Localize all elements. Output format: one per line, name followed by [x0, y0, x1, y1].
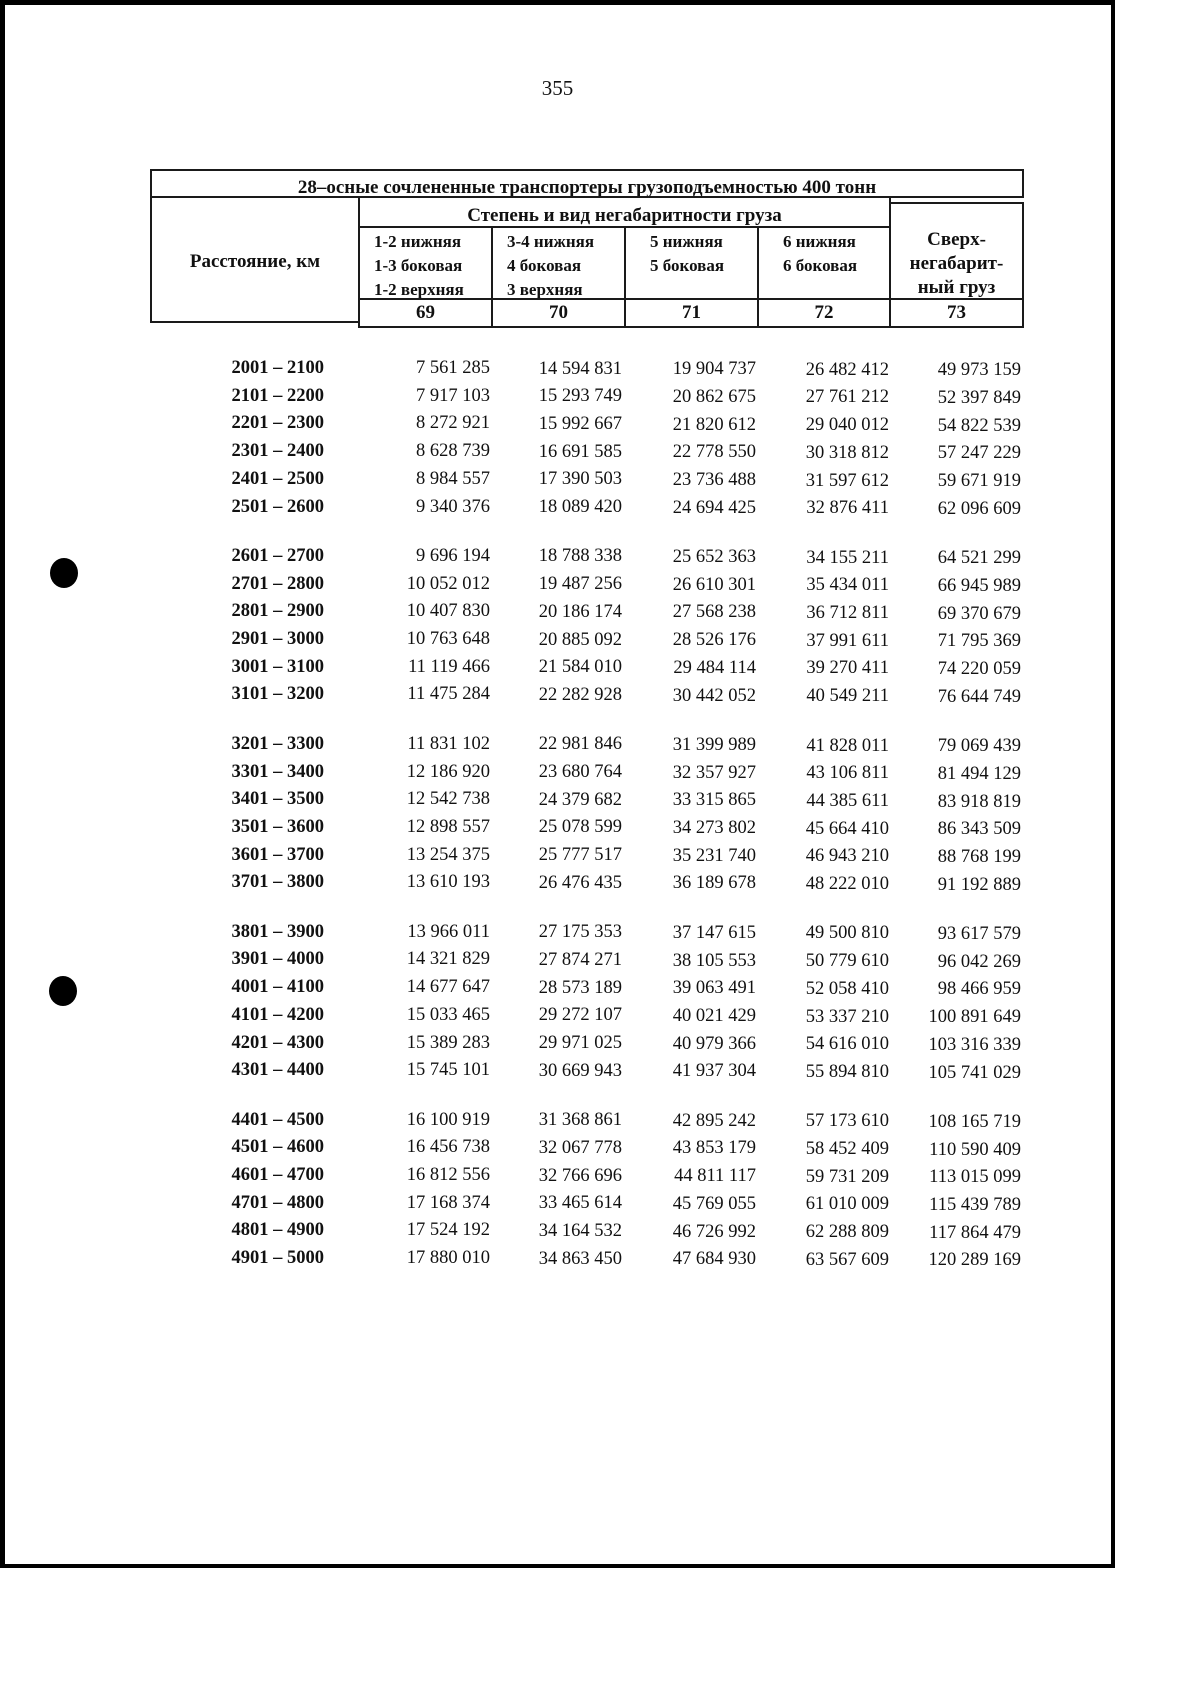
- rate-col-73: 120 289 169: [928, 1250, 1021, 1271]
- rate-col-73: 81 494 129: [937, 763, 1021, 784]
- rate-col-70: 28 573 189: [538, 977, 622, 998]
- rate-col-72: 62 288 809: [805, 1222, 889, 1243]
- rate-col-69: 9 696 194: [416, 545, 490, 566]
- rate-col-69: 10 763 648: [406, 629, 490, 649]
- rate-col-71: 30 442 052: [672, 685, 756, 706]
- column-header-line: 1-2 нижняя: [374, 232, 462, 251]
- rate-col-69: 10 407 830: [406, 601, 490, 622]
- rate-col-69: 14 677 647: [406, 977, 490, 998]
- table-row: [0, 1193, 1115, 1219]
- table-row: [0, 657, 1115, 683]
- rate-col-73: 88 768 199: [937, 846, 1021, 867]
- column-number-70: 70: [491, 298, 626, 328]
- rate-col-71: 22 778 550: [672, 442, 756, 463]
- rate-col-73: 49 973 159: [937, 360, 1021, 381]
- column-header-73: [889, 202, 1024, 300]
- rate-col-69: 16 812 556: [406, 1165, 490, 1185]
- rate-col-70: 18 788 338: [538, 546, 622, 567]
- distance-column-header: Расстояние, км: [150, 196, 360, 323]
- rate-col-69: 15 033 465: [406, 1004, 490, 1025]
- column-header-line: 3-4 нижняя: [507, 232, 595, 251]
- table-row: [0, 413, 1115, 439]
- table-row: [0, 1137, 1115, 1163]
- table-row: [0, 922, 1115, 948]
- rate-col-73: 62 096 609: [937, 498, 1021, 519]
- column-header-72: [757, 226, 891, 300]
- rate-col-69: 7 917 103: [416, 385, 490, 406]
- rate-col-71: 21 820 612: [672, 414, 756, 435]
- table-row: [0, 949, 1115, 975]
- rate-col-72: 54 616 010: [805, 1034, 889, 1055]
- distance-range: 3401 – 3500: [231, 789, 324, 810]
- distance-range: 2201 – 2300: [231, 413, 324, 434]
- rate-col-73: 110 590 409: [929, 1139, 1021, 1160]
- rate-col-71: 37 147 615: [672, 922, 756, 943]
- rate-col-73: 93 617 579: [937, 924, 1021, 945]
- rate-col-72: 61 010 009: [805, 1194, 889, 1215]
- rate-col-69: 11 119 466: [408, 656, 490, 677]
- distance-range: 4701 – 4800: [231, 1192, 324, 1213]
- rate-col-69: 8 984 557: [416, 468, 490, 489]
- distance-range: 2101 – 2200: [231, 385, 324, 406]
- rate-col-70: 34 863 450: [538, 1248, 622, 1269]
- distance-range: 4301 – 4400: [231, 1060, 324, 1081]
- rate-col-70: 27 874 271: [538, 949, 622, 970]
- rate-col-73: 113 015 099: [929, 1167, 1021, 1188]
- rate-col-72: 30 318 812: [805, 442, 889, 463]
- rate-col-71: 28 526 176: [672, 630, 756, 651]
- column-header-line: 6 боковая: [783, 256, 858, 275]
- rate-col-69: 12 898 557: [406, 816, 490, 837]
- rate-col-73: 64 521 299: [937, 548, 1021, 569]
- rate-col-73: 79 069 439: [937, 736, 1021, 757]
- table-row: [0, 546, 1115, 572]
- rate-col-72: 58 452 409: [805, 1139, 889, 1160]
- rate-col-69: 13 610 193: [406, 872, 490, 893]
- rate-col-69: 17 880 010: [406, 1248, 490, 1269]
- rate-col-73: 117 864 479: [929, 1222, 1021, 1243]
- column-header-70: [491, 226, 626, 300]
- rate-col-69: 13 254 375: [406, 844, 490, 865]
- table-row: [0, 817, 1115, 843]
- rate-col-72: 45 664 410: [805, 818, 889, 839]
- rate-col-70: 22 282 928: [538, 684, 622, 705]
- distance-range: 2801 – 2900: [231, 601, 324, 622]
- rate-col-69: 16 456 738: [406, 1137, 490, 1158]
- rate-col-71: 43 853 179: [672, 1138, 756, 1159]
- rate-col-71: 42 895 242: [672, 1110, 756, 1131]
- table-title: 28–осные сочлененные транспортеры грузоподъемностью 400 тонн: [150, 169, 1024, 198]
- rate-col-69: 11 475 284: [407, 684, 490, 705]
- table-row: [0, 684, 1115, 710]
- distance-range: 3501 – 3600: [231, 816, 324, 837]
- rate-col-70: 31 368 861: [538, 1110, 622, 1131]
- rate-col-72: 53 337 210: [805, 1006, 889, 1027]
- rate-col-71: 40 979 366: [672, 1033, 756, 1054]
- table-row: [0, 1060, 1115, 1086]
- column-number-73: 73: [889, 298, 1024, 328]
- column-header-line: 1-3 боковая: [374, 256, 463, 275]
- distance-range: 3001 – 3100: [231, 656, 324, 677]
- column-header-line: 3 верхняя: [507, 280, 583, 299]
- rate-col-73: 96 042 269: [937, 951, 1021, 972]
- rate-col-69: 16 100 919: [406, 1109, 490, 1130]
- rate-col-70: 30 669 943: [538, 1060, 622, 1081]
- rate-col-69: 12 186 920: [406, 761, 490, 782]
- rate-col-71: 29 484 114: [673, 657, 756, 678]
- rate-col-72: 50 779 610: [805, 951, 889, 972]
- rate-col-72: 48 222 010: [805, 874, 889, 895]
- rate-col-70: 25 078 599: [538, 817, 622, 838]
- rate-col-70: 34 164 532: [538, 1220, 622, 1241]
- rate-col-73: 105 741 029: [928, 1062, 1021, 1083]
- rate-col-71: 44 811 117: [674, 1166, 756, 1187]
- rate-col-71: 27 568 238: [672, 602, 756, 623]
- rate-col-69: 12 542 738: [406, 789, 490, 810]
- distance-range: 4401 – 4500: [231, 1109, 324, 1130]
- rate-col-70: 20 885 092: [538, 629, 622, 650]
- distance-range: 2501 – 2600: [231, 496, 324, 517]
- rate-col-70: 21 584 010: [538, 657, 622, 678]
- table-row: [0, 358, 1115, 384]
- rate-col-70: 29 971 025: [538, 1033, 622, 1054]
- rate-col-72: 57 173 610: [805, 1111, 889, 1132]
- rate-col-69: 9 340 376: [416, 496, 490, 517]
- rate-col-71: 20 862 675: [672, 386, 756, 407]
- rate-col-70: 15 293 749: [538, 386, 622, 407]
- table-row: [0, 872, 1115, 898]
- rate-col-71: 40 021 429: [672, 1005, 756, 1026]
- distance-range: 3701 – 3800: [231, 872, 324, 893]
- rate-col-73: 86 343 509: [937, 819, 1021, 840]
- column-header-line: негабарит-: [909, 253, 1004, 274]
- rate-col-69: 13 966 011: [407, 921, 490, 942]
- rate-col-70: 20 186 174: [538, 601, 622, 622]
- rate-col-70: 24 379 682: [538, 789, 622, 810]
- rate-col-73: 69 370 679: [937, 603, 1021, 624]
- column-header-line: 1-2 верхняя: [374, 280, 464, 299]
- rate-col-70: 27 175 353: [538, 922, 622, 943]
- table-row: [0, 789, 1115, 815]
- rate-col-71: 23 736 488: [672, 469, 756, 490]
- rate-col-69: 15 745 101: [406, 1060, 490, 1081]
- rate-col-73: 91 192 889: [937, 874, 1021, 895]
- rate-col-72: 46 943 210: [805, 846, 889, 867]
- table-row: [0, 1165, 1115, 1191]
- table-row: [0, 386, 1115, 412]
- rate-col-72: 43 106 811: [806, 763, 889, 784]
- rate-col-72: 36 712 811: [806, 603, 889, 624]
- rate-col-69: 7 561 285: [416, 358, 490, 378]
- rate-col-69: 8 628 739: [416, 441, 490, 462]
- table-row: [0, 845, 1115, 871]
- distance-range: 2001 – 2100: [231, 358, 324, 378]
- rate-col-73: 54 822 539: [937, 415, 1021, 436]
- rate-col-70: 33 465 614: [538, 1193, 622, 1214]
- rate-col-70: 32 766 696: [538, 1165, 622, 1186]
- table-row: [0, 629, 1115, 655]
- distance-range: 3801 – 3900: [231, 921, 324, 942]
- column-header-line: 5 нижняя: [650, 232, 723, 251]
- rate-col-70: 25 777 517: [538, 845, 622, 866]
- rate-col-71: 36 189 678: [672, 873, 756, 894]
- scan-border-top: [0, 0, 1115, 5]
- distance-range: 4801 – 4900: [231, 1220, 324, 1241]
- rate-col-72: 44 385 611: [806, 790, 889, 811]
- table-row: [0, 1005, 1115, 1031]
- rate-col-69: 14 321 829: [406, 949, 490, 970]
- distance-range: 2901 – 3000: [231, 629, 324, 649]
- column-header-line: 6 нижняя: [783, 232, 856, 251]
- rate-col-71: 31 399 989: [672, 734, 756, 755]
- rate-col-73: 76 644 749: [937, 686, 1021, 707]
- column-number-71: 71: [624, 298, 759, 328]
- table-row: [0, 1033, 1115, 1059]
- column-header-69: [358, 226, 493, 300]
- rate-col-70: 26 476 435: [538, 872, 622, 893]
- distance-range: 3901 – 4000: [231, 949, 324, 970]
- table-row: [0, 497, 1115, 523]
- rate-col-72: 55 894 810: [805, 1061, 889, 1082]
- rate-col-73: 52 397 849: [937, 388, 1021, 409]
- rate-col-72: 34 155 211: [806, 547, 889, 568]
- column-number-72: 72: [757, 298, 891, 328]
- distance-range: 4501 – 4600: [231, 1137, 324, 1158]
- table-row: [0, 1220, 1115, 1246]
- rate-col-71: 33 315 865: [672, 790, 756, 811]
- rate-col-73: 98 466 959: [937, 979, 1021, 1000]
- rate-col-73: 71 795 369: [937, 631, 1021, 652]
- rate-col-70: 17 390 503: [538, 469, 622, 490]
- rate-col-72: 29 040 012: [805, 415, 889, 436]
- column-number-69: 69: [358, 298, 493, 328]
- distance-range: 4201 – 4300: [231, 1032, 324, 1053]
- rate-col-70: 19 487 256: [538, 574, 622, 595]
- rate-col-70: 16 691 585: [538, 441, 622, 462]
- rate-col-71: 34 273 802: [672, 818, 756, 839]
- column-header-71: [624, 226, 759, 300]
- table-row: [0, 762, 1115, 788]
- rate-col-73: 115 439 789: [929, 1195, 1021, 1216]
- rate-col-72: 52 058 410: [805, 978, 889, 999]
- distance-range: 3101 – 3200: [231, 684, 324, 705]
- rate-col-70: 32 067 778: [538, 1137, 622, 1158]
- table-row: [0, 441, 1115, 467]
- rate-col-71: 25 652 363: [672, 547, 756, 568]
- rate-col-73: 66 945 989: [937, 575, 1021, 596]
- rate-col-69: 10 052 012: [406, 573, 490, 594]
- rate-col-73: 100 891 649: [928, 1007, 1021, 1028]
- rate-col-71: 32 357 927: [672, 762, 756, 783]
- distance-range: 3301 – 3400: [231, 761, 324, 782]
- table-row: [0, 469, 1115, 495]
- column-header-line: Сверх-: [927, 229, 986, 250]
- distance-range: 2701 – 2800: [231, 573, 324, 594]
- rate-col-73: 74 220 059: [937, 659, 1021, 680]
- distance-range: 2301 – 2400: [231, 441, 324, 462]
- distance-range: 3601 – 3700: [231, 844, 324, 865]
- distance-range: 4001 – 4100: [231, 977, 324, 998]
- rate-col-72: 41 828 011: [806, 735, 889, 756]
- rate-col-73: 57 247 229: [937, 443, 1021, 464]
- rate-col-72: 59 731 209: [805, 1166, 889, 1187]
- rate-col-73: 59 671 919: [937, 471, 1021, 492]
- rate-col-72: 27 761 212: [805, 387, 889, 408]
- rate-col-72: 26 482 412: [805, 359, 889, 380]
- rate-col-71: 35 231 740: [672, 845, 756, 866]
- rate-col-71: 45 769 055: [672, 1193, 756, 1214]
- rate-col-73: 108 165 719: [928, 1111, 1021, 1132]
- table-row: [0, 1248, 1115, 1274]
- column-header-line: 5 боковая: [650, 256, 725, 275]
- rate-col-70: 22 981 846: [538, 734, 622, 755]
- table-row: [0, 1110, 1115, 1136]
- rate-col-69: 8 272 921: [416, 413, 490, 434]
- rate-col-71: 39 063 491: [672, 978, 756, 999]
- rate-col-69: 11 831 102: [407, 733, 490, 754]
- rate-col-71: 38 105 553: [672, 950, 756, 971]
- rate-col-70: 14 594 831: [538, 358, 622, 379]
- rate-col-72: 37 991 611: [806, 630, 889, 651]
- rate-col-72: 31 597 612: [805, 470, 889, 491]
- oversize-degree-header: Степень и вид негабаритности груза: [358, 196, 891, 228]
- rate-col-70: 18 089 420: [538, 497, 622, 518]
- rate-col-73: 103 316 339: [928, 1034, 1021, 1055]
- table-row: [0, 574, 1115, 600]
- rate-col-70: 23 680 764: [538, 762, 622, 783]
- scan-border-bottom: [0, 1564, 1115, 1568]
- table-row: [0, 601, 1115, 627]
- rate-col-70: 29 272 107: [538, 1005, 622, 1026]
- rate-col-70: 15 992 667: [538, 413, 622, 434]
- rate-col-69: 17 524 192: [406, 1220, 490, 1241]
- column-header-line: ный груз: [917, 277, 996, 298]
- rate-col-69: 17 168 374: [406, 1192, 490, 1213]
- rate-col-69: 15 389 283: [406, 1032, 490, 1053]
- rate-col-72: 49 500 810: [805, 923, 889, 944]
- rate-col-72: 39 270 411: [806, 658, 889, 679]
- distance-range: 2601 – 2700: [231, 545, 324, 566]
- column-header-line: 4 боковая: [507, 256, 582, 275]
- distance-range: 4101 – 4200: [231, 1004, 324, 1025]
- rate-col-72: 40 549 211: [806, 686, 889, 707]
- distance-range: 2401 – 2500: [231, 468, 324, 489]
- distance-range: 3201 – 3300: [231, 733, 324, 754]
- table-row: [0, 734, 1115, 760]
- rate-col-71: 26 610 301: [672, 574, 756, 595]
- distance-range: 4901 – 5000: [231, 1248, 324, 1269]
- rate-col-72: 32 876 411: [806, 498, 889, 519]
- rate-col-71: 19 904 737: [672, 359, 756, 380]
- rate-col-71: 41 937 304: [672, 1061, 756, 1082]
- rate-col-71: 24 694 425: [672, 497, 756, 518]
- rate-col-73: 83 918 819: [937, 791, 1021, 812]
- page-number: 355: [541, 76, 574, 100]
- rate-col-72: 63 567 609: [805, 1249, 889, 1270]
- table-row: [0, 977, 1115, 1003]
- distance-range: 4601 – 4700: [231, 1165, 324, 1185]
- rate-col-71: 47 684 930: [672, 1249, 756, 1270]
- rate-col-72: 35 434 011: [806, 575, 889, 596]
- rate-col-71: 46 726 992: [672, 1221, 756, 1242]
